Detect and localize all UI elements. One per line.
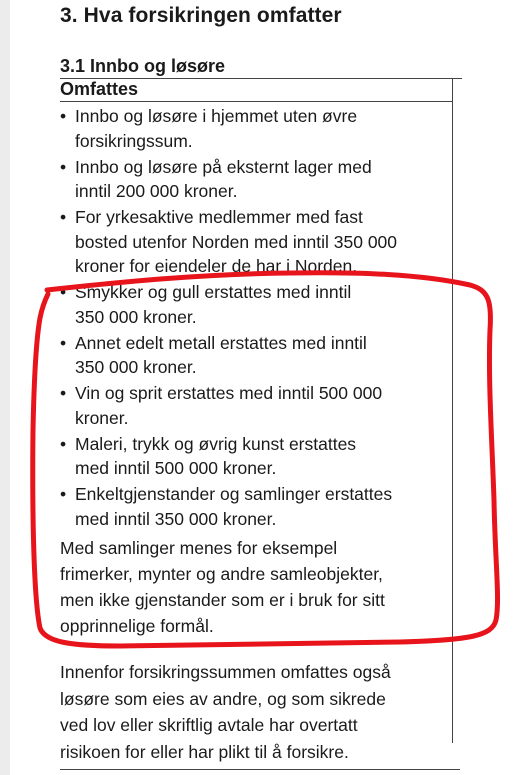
item-line: Annet edelt metall erstattes med inntil <box>75 332 367 353</box>
item-line: bosted utenfor Norden med inntil 350 000 <box>75 231 398 252</box>
paragraph-line: ved lov eller skriftlig avtale har overtatt <box>60 715 358 735</box>
paragraph-line: løsøre som eies av andre, og som sikrede <box>60 688 386 709</box>
paragraph-line: risikoen for eller har plikt til å forsikre. <box>60 741 349 762</box>
table-bottom-rule <box>60 769 460 770</box>
note-line: opprinnelige formål. <box>60 616 214 636</box>
collections-note <box>60 535 452 639</box>
bullet: • <box>60 484 67 504</box>
item-line: Innbo og løsøre i hjemmet uten øvre <box>75 106 358 126</box>
page-margin-strip <box>0 0 10 775</box>
item-line: Smykker og gull erstattes med inntil <box>75 282 352 302</box>
item-line: For yrkesaktive medlemmer med fast <box>75 207 363 227</box>
others-property-paragraph <box>60 659 452 765</box>
paragraph-line: Innenfor forsikringssummen omfattes også <box>60 662 391 682</box>
list-item <box>60 331 450 380</box>
item-line: 350 000 kroner. <box>75 357 197 377</box>
item-line: Enkeltgjenstander og samlinger erstattes <box>75 484 393 504</box>
section-title: 3. Hva forsikringen omfatter <box>60 4 342 27</box>
bullet: • <box>60 207 67 227</box>
bullet: • <box>60 332 67 353</box>
bullet: • <box>60 156 67 177</box>
list-item <box>60 155 450 204</box>
item-line: Maleri, trykk og øvrig kunst erstattes <box>75 433 357 454</box>
list-item <box>60 381 450 430</box>
item-line: forsikringssum. <box>75 130 193 151</box>
header-underline <box>60 101 452 102</box>
item-line: 350 000 kroner. <box>75 306 197 327</box>
item-line: Innbo og løsøre på eksternt lager med <box>75 156 372 177</box>
note-line: men ikke gjenstander som er i bruk for sitt <box>60 590 385 610</box>
coverage-list <box>60 104 450 533</box>
bullet: • <box>60 106 67 126</box>
bullet: • <box>60 433 67 454</box>
list-item <box>60 432 450 481</box>
list-item <box>60 205 450 279</box>
item-line: kroner for eiendeler de har i Norden. <box>75 256 358 276</box>
table-right-border <box>452 78 453 743</box>
item-line: Vin og sprit erstattes med inntil 500 000 <box>75 383 383 403</box>
subsection-title: 3.1 Innbo og løsøre <box>60 56 226 76</box>
item-line: med inntil 350 000 kroner. <box>75 508 277 529</box>
note-line: frimerker, mynter og andre samleobjekter, <box>60 564 383 584</box>
bullet: • <box>60 282 67 302</box>
item-line: inntil 200 000 kroner. <box>75 181 238 201</box>
list-item <box>60 104 450 153</box>
note-line: Med samlinger menes for eksempel <box>60 538 338 558</box>
bullet: • <box>60 383 67 403</box>
column-header: Omfattes <box>60 79 139 99</box>
list-item <box>60 280 450 329</box>
item-line: kroner. <box>75 407 129 428</box>
list-item <box>60 482 450 531</box>
item-line: med inntil 500 000 kroner. <box>75 458 277 478</box>
